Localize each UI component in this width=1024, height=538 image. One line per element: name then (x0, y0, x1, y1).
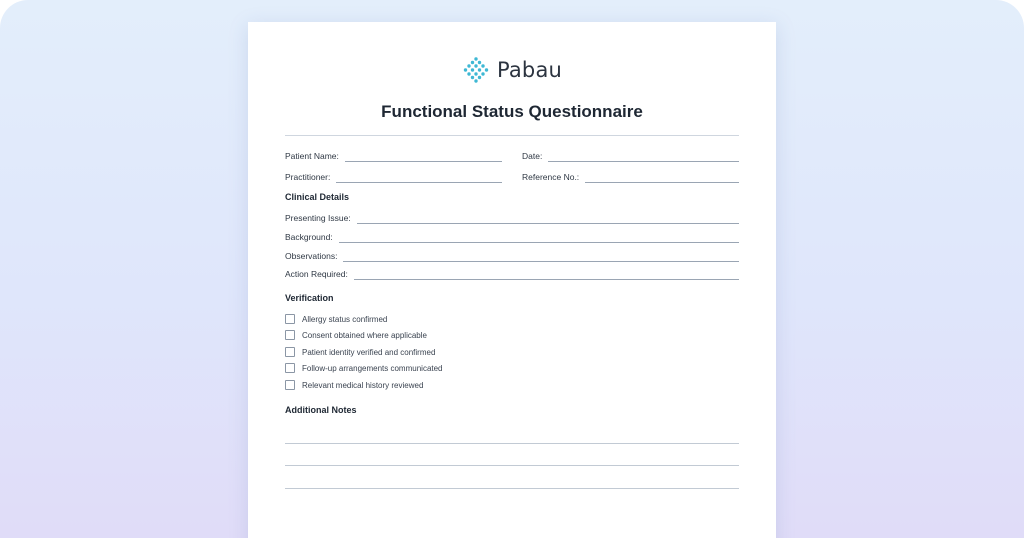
presenting-issue-field[interactable] (285, 212, 739, 224)
verification-item[interactable] (285, 379, 423, 391)
observations-label: Observations: (285, 251, 338, 261)
presenting-issue-line[interactable] (357, 215, 739, 224)
verification-heading: Verification (285, 293, 334, 303)
checkbox[interactable] (285, 380, 295, 390)
title-divider (285, 135, 739, 136)
form-title: Functional Status Questionnaire (381, 102, 643, 121)
notes-line[interactable] (285, 443, 739, 444)
practitioner-label: Practitioner: (285, 172, 331, 182)
notes-line[interactable] (285, 465, 739, 466)
background-field[interactable] (285, 231, 739, 243)
verification-item[interactable] (285, 329, 427, 341)
notes-line[interactable] (285, 488, 739, 489)
observations-field[interactable] (285, 250, 739, 262)
verification-item[interactable] (285, 362, 443, 374)
action-required-label: Action Required: (285, 269, 348, 279)
date-label: Date: (522, 151, 543, 161)
date-field[interactable] (522, 150, 739, 162)
brand-name: Pabau (496, 58, 563, 82)
practitioner-field[interactable] (285, 171, 502, 183)
background-line[interactable] (339, 234, 739, 243)
verification-item-label: Follow-up arrangements communicated (302, 363, 443, 373)
practitioner-line[interactable] (336, 174, 502, 183)
reference-no-label: Reference No.: (522, 172, 580, 182)
patient-name-field[interactable] (285, 150, 502, 162)
reference-no-field[interactable] (522, 171, 739, 183)
additional-notes-heading: Additional Notes (285, 405, 357, 415)
verification-item[interactable] (285, 346, 435, 358)
brand-logo (248, 56, 776, 84)
form-document (248, 22, 776, 538)
verification-item-label: Allergy status confirmed (302, 314, 388, 324)
diamond-dot-grid-icon (462, 56, 490, 84)
action-required-line[interactable] (354, 271, 739, 280)
reference-no-line[interactable] (585, 174, 739, 183)
checkbox[interactable] (285, 314, 295, 324)
verification-item-label: Consent obtained where applicable (302, 330, 427, 340)
observations-line[interactable] (343, 253, 739, 262)
clinical-details-heading: Clinical Details (285, 192, 350, 202)
date-line[interactable] (548, 153, 739, 162)
presenting-issue-label: Presenting Issue: (285, 213, 351, 223)
verification-item[interactable] (285, 313, 387, 325)
checkbox[interactable] (285, 330, 295, 340)
checkbox[interactable] (285, 363, 295, 373)
patient-name-label: Patient Name: (285, 151, 339, 161)
checkbox[interactable] (285, 347, 295, 357)
verification-item-label: Patient identity verified and confirmed (302, 347, 436, 357)
action-required-field[interactable] (285, 268, 739, 280)
verification-item-label: Relevant medical history reviewed (302, 380, 424, 390)
background-label: Background: (285, 232, 333, 242)
patient-name-line[interactable] (345, 153, 502, 162)
